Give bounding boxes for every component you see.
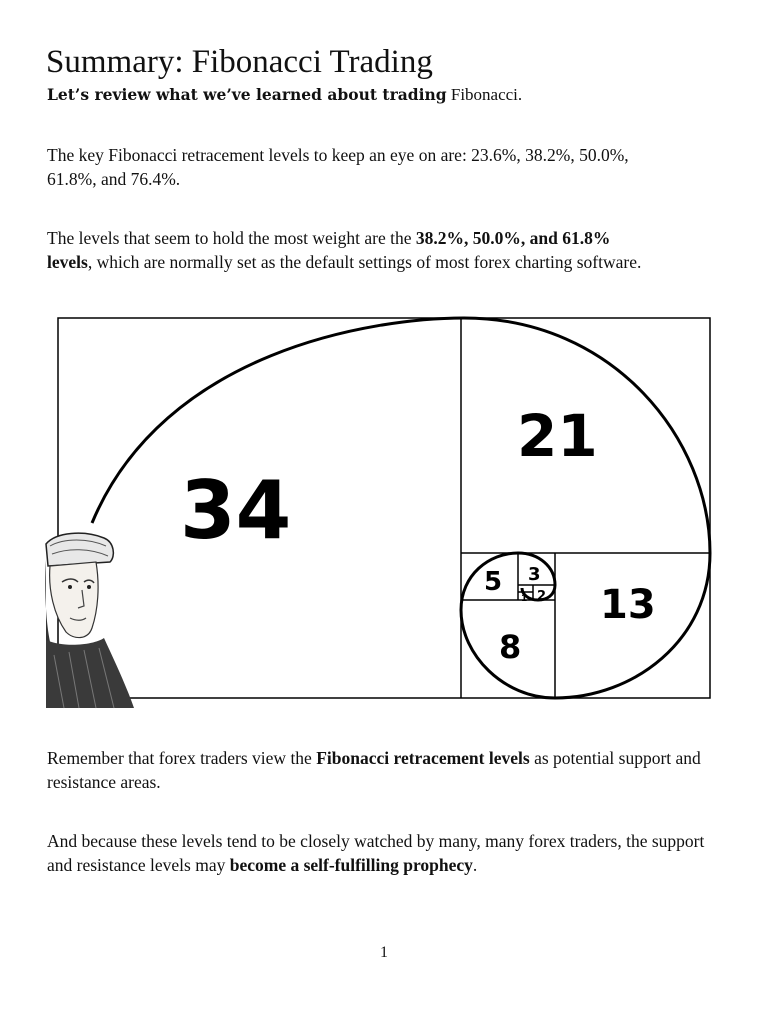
page-title: Summary: Fibonacci Trading <box>46 44 433 80</box>
subtitle <box>47 84 522 106</box>
fibonacci-spiral-figure <box>44 310 724 710</box>
key-levels-line-1: The key Fibonacci retracement levels to keep an eye on are: 23.6%, 38.2%, 50.0%, <box>47 145 629 165</box>
fib-number-5: 5 <box>484 567 503 597</box>
key-levels-paragraph <box>47 143 727 191</box>
prophecy-text-2: . <box>472 855 478 875</box>
retracement-levels-paragraph <box>47 746 727 794</box>
weight-levels-paragraph <box>47 226 727 274</box>
subtitle-plain: Fibonacci. <box>446 85 523 104</box>
fib-number-13: 13 <box>600 582 656 628</box>
fib-number-3: 3 <box>528 564 541 585</box>
weight-bold-levels: 38.2%, 50.0%, and 61.8% <box>415 228 611 248</box>
key-levels-line-2: 61.8%, and 76.4%. <box>47 169 181 189</box>
weight-text-1: The levels that seem to hold the most weight are the <box>47 228 416 248</box>
weight-text-2: , which are normally set as the default settings of most forex charting software. <box>87 252 642 272</box>
retracement-text-2: as potential support and resistance areas. <box>47 748 701 792</box>
fib-number-1: 1 <box>521 594 528 604</box>
subtitle-bold: Let’s review what we’ve learned about trading <box>47 85 447 104</box>
fib-number-2: 2 <box>537 589 547 604</box>
fib-number-21: 21 <box>517 402 598 470</box>
fib-number-34: 34 <box>180 464 292 557</box>
page-number: 1 <box>380 944 388 961</box>
retracement-bold: Fibonacci retracement levels <box>316 748 530 768</box>
prophecy-text-1: And because these levels tend to be closely watched by many, many forex traders, the support and resistance levels may <box>47 831 705 875</box>
self-fulfilling-paragraph <box>47 829 727 877</box>
figure-frame <box>58 318 710 698</box>
fib-number-8: 8 <box>499 628 522 666</box>
retracement-text-1: Remember that forex traders view the <box>47 748 317 768</box>
prophecy-bold: become a self-fulfilling prophecy <box>229 855 473 875</box>
weight-bold-levels-word: levels <box>47 252 88 272</box>
